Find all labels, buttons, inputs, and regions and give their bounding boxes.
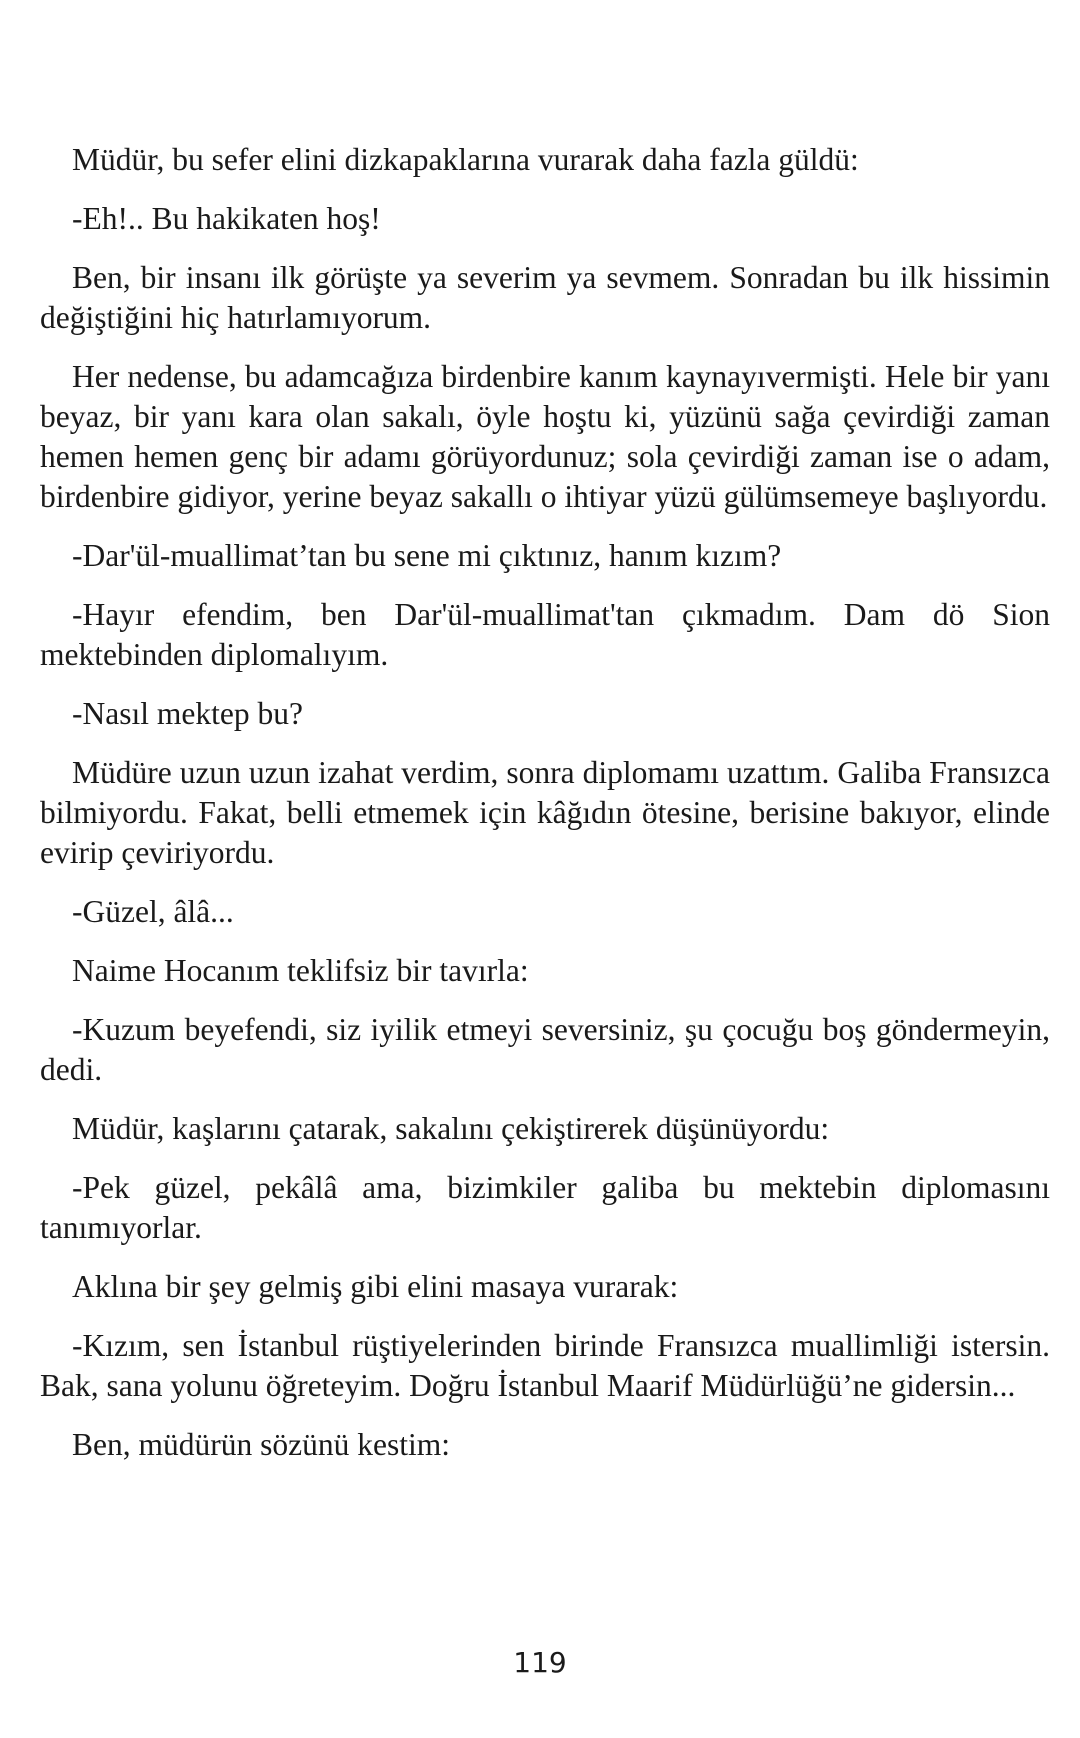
paragraph: -Güzel, âlâ... xyxy=(72,894,234,929)
paragraph: Müdür, kaşlarını çatarak, sakalını çekiştirerek düşünüyordu: xyxy=(72,1111,830,1146)
paragraph: Müdüre uzun uzun izahat verdim, sonra diplomamı uzattım. Galiba Fransızca bilmiyordu. Fakat, belli etmemek için kâğıdın ötesine, berisine bakıyor, elinde evirip çeviriyordu. xyxy=(40,755,1050,870)
paragraph: -Kızım, sen İstanbul rüştiyelerinden birinde Fransızca muallimliği istersin. Bak, sana yolunu öğreteyim. Doğru İstanbul Maarif Müdürlüğü’ne gidersin... xyxy=(40,1328,1050,1403)
paragraph: Ben, müdürün sözünü kestim: xyxy=(72,1427,450,1462)
paragraph: -Kuzum beyefendi, siz iyilik etmeyi seversiniz, şu çocuğu boş göndermeyin, dedi. xyxy=(40,1012,1050,1087)
page-number: 119 xyxy=(513,1646,567,1679)
paragraph: -Hayır efendim, ben Dar'ül-muallimat'tan çıkmadım. Dam dö Sion mektebinden diplomalıyım. xyxy=(40,597,1050,672)
paragraph: Her nedense, bu adamcağıza birdenbire kanım kaynayıvermişti. Hele bir yanı beyaz, bir yanı kara olan sakalı, öyle hoştu ki, yüzünü sağa çevirdiği zaman hemen hemen genç bir adamı görüyordunuz; sola çevirdiği zaman ise o adam, birdenbire gidiyor, yerine beyaz sakallı o ihtiyar yüzü gülümsemeye başlıyordu. xyxy=(40,359,1050,514)
paragraph: Naime Hocanım teklifsiz bir tavırla: xyxy=(72,953,529,988)
paragraph: -Eh!.. Bu hakikaten hoş! xyxy=(72,201,381,236)
paragraph: Aklına bir şey gelmiş gibi elini masaya vurarak: xyxy=(72,1269,679,1304)
paragraph: -Pek güzel, pekâlâ ama, bizimkiler galiba bu mektebin diplomasını tanımıyorlar. xyxy=(40,1170,1050,1245)
paragraph: Ben, bir insanı ilk görüşte ya severim ya sevmem. Sonradan bu ilk hissimin değiştiğini hiç hatırlamıyorum. xyxy=(40,260,1050,335)
paragraph: Müdür, bu sefer elini dizkapaklarına vurarak daha fazla güldü: xyxy=(72,142,859,177)
paragraph: -Dar'ül-muallimat’tan bu sene mi çıktınız, hanım kızım? xyxy=(72,538,782,573)
page-body xyxy=(40,140,1050,1484)
paragraph: -Nasıl mektep bu? xyxy=(72,696,303,731)
